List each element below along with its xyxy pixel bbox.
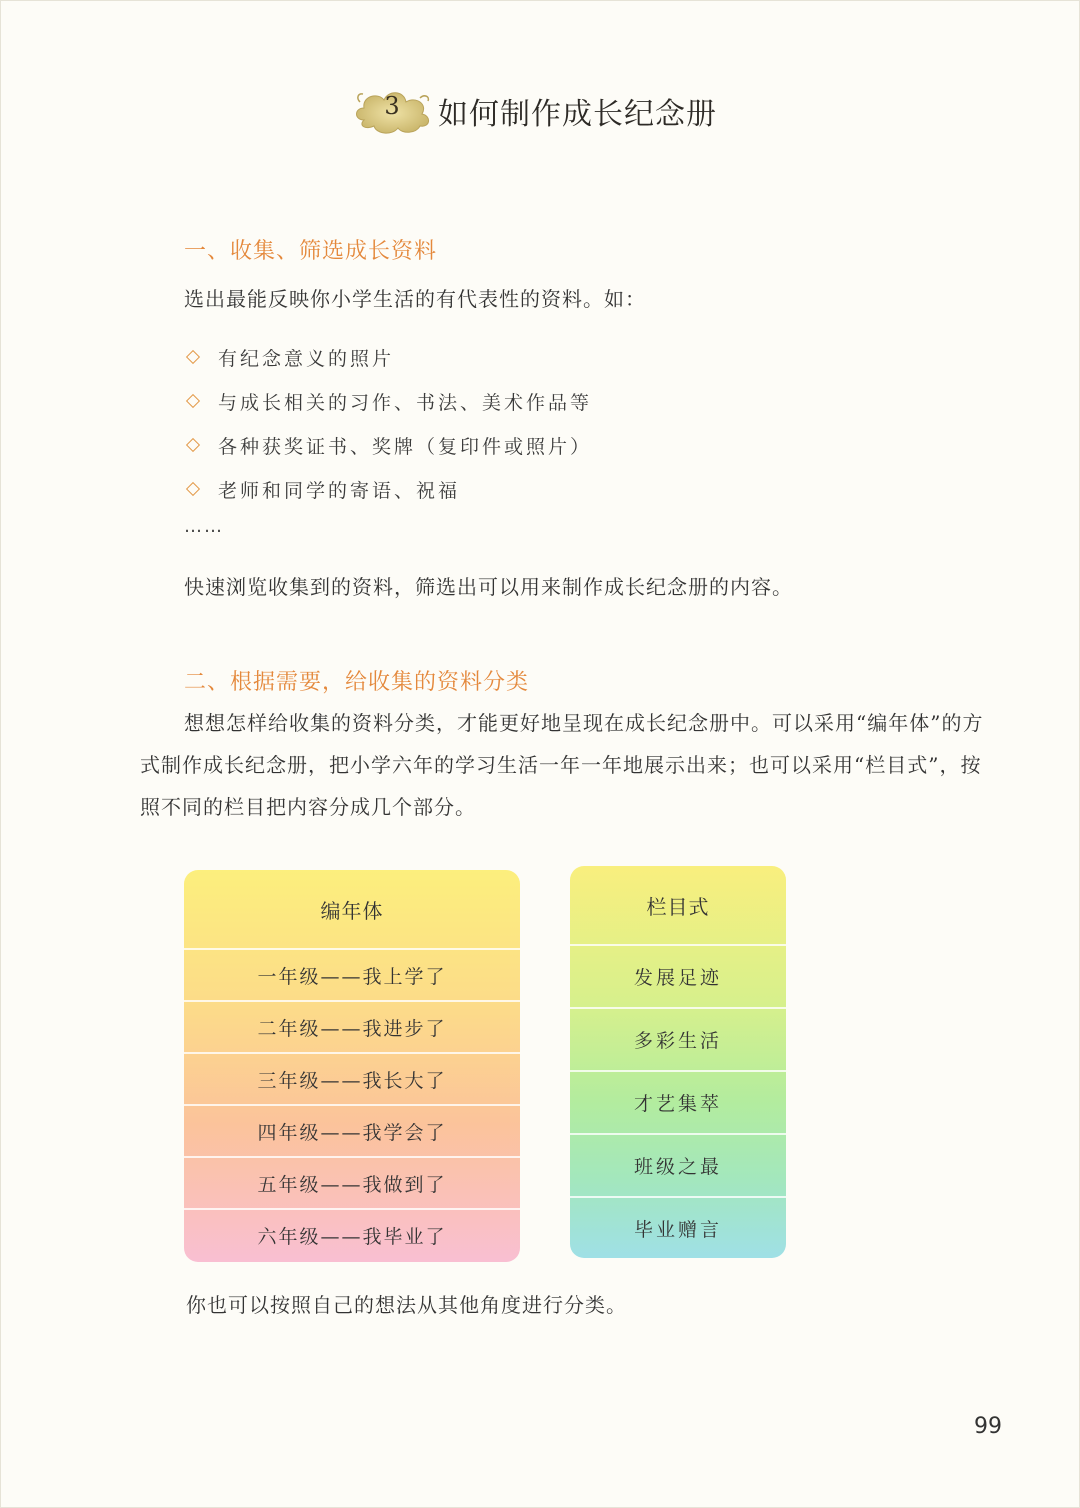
table-row: 一年级——我上学了 bbox=[184, 948, 520, 1000]
list-item-text: 与成长相关的习作、书法、美术作品等 bbox=[218, 391, 593, 414]
list-item bbox=[186, 335, 592, 379]
classify-paragraph: 想想怎样给收集的资料分类，才能更好地呈现在成长纪念册中。可以采用“编年体”的方式制作成长纪念册，把小学六年的学习生活一年一年地展示出来；也可以采用“栏目式”，按照不同的栏目把内容分成几个部分。 bbox=[140, 711, 984, 819]
chronological-table bbox=[184, 870, 520, 1262]
collect-intro-text: 选出最能反映你小学生活的有代表性的资料。如： bbox=[184, 287, 646, 311]
list-item bbox=[186, 467, 592, 511]
diamond-bullet-icon bbox=[186, 350, 200, 364]
list-item bbox=[186, 379, 592, 423]
filter-instruction-text: 快速浏览收集到的资料，筛选出可以用来制作成长纪念册的内容。 bbox=[184, 575, 793, 599]
list-ellipsis: …… bbox=[184, 516, 224, 537]
table-row: 三年级——我长大了 bbox=[184, 1052, 520, 1104]
column-style-header: 栏目式 bbox=[646, 894, 710, 919]
diamond-bullet-icon bbox=[186, 438, 200, 452]
material-list bbox=[186, 335, 592, 511]
section-heading-collect: 一、收集、筛选成长资料 bbox=[184, 239, 438, 264]
diamond-bullet-icon bbox=[186, 482, 200, 496]
list-item-text: 有纪念意义的照片 bbox=[218, 347, 395, 370]
closing-text: 你也可以按照自己的想法从其他角度进行分类。 bbox=[186, 1293, 627, 1317]
list-item bbox=[186, 423, 592, 467]
table-row: 五年级——我做到了 bbox=[184, 1156, 520, 1208]
table-row: 班级之最 bbox=[570, 1133, 786, 1196]
table-row: 六年级——我毕业了 bbox=[184, 1208, 520, 1260]
page-title: 如何制作成长纪念册 bbox=[438, 97, 717, 132]
diamond-bullet-icon bbox=[186, 394, 200, 408]
page-number: 99 bbox=[974, 1414, 1002, 1439]
table-row: 二年级——我进步了 bbox=[184, 1000, 520, 1052]
table-row: 毕业赠言 bbox=[570, 1196, 786, 1258]
table-row: 四年级——我学会了 bbox=[184, 1104, 520, 1156]
lesson-number: 3 bbox=[384, 92, 400, 120]
column-style-table bbox=[570, 866, 786, 1258]
list-item-text: 老师和同学的寄语、祝福 bbox=[218, 479, 461, 502]
chronological-header: 编年体 bbox=[320, 898, 384, 923]
section-heading-classify: 二、根据需要，给收集的资料分类 bbox=[184, 670, 530, 695]
table-row: 才艺集萃 bbox=[570, 1070, 786, 1133]
table-row: 多彩生活 bbox=[570, 1007, 786, 1070]
lesson-title bbox=[350, 84, 717, 138]
lesson-number-badge bbox=[350, 84, 434, 138]
list-item-text: 各种获奖证书、奖牌（复印件或照片） bbox=[218, 435, 593, 458]
table-row: 发展足迹 bbox=[570, 944, 786, 1007]
